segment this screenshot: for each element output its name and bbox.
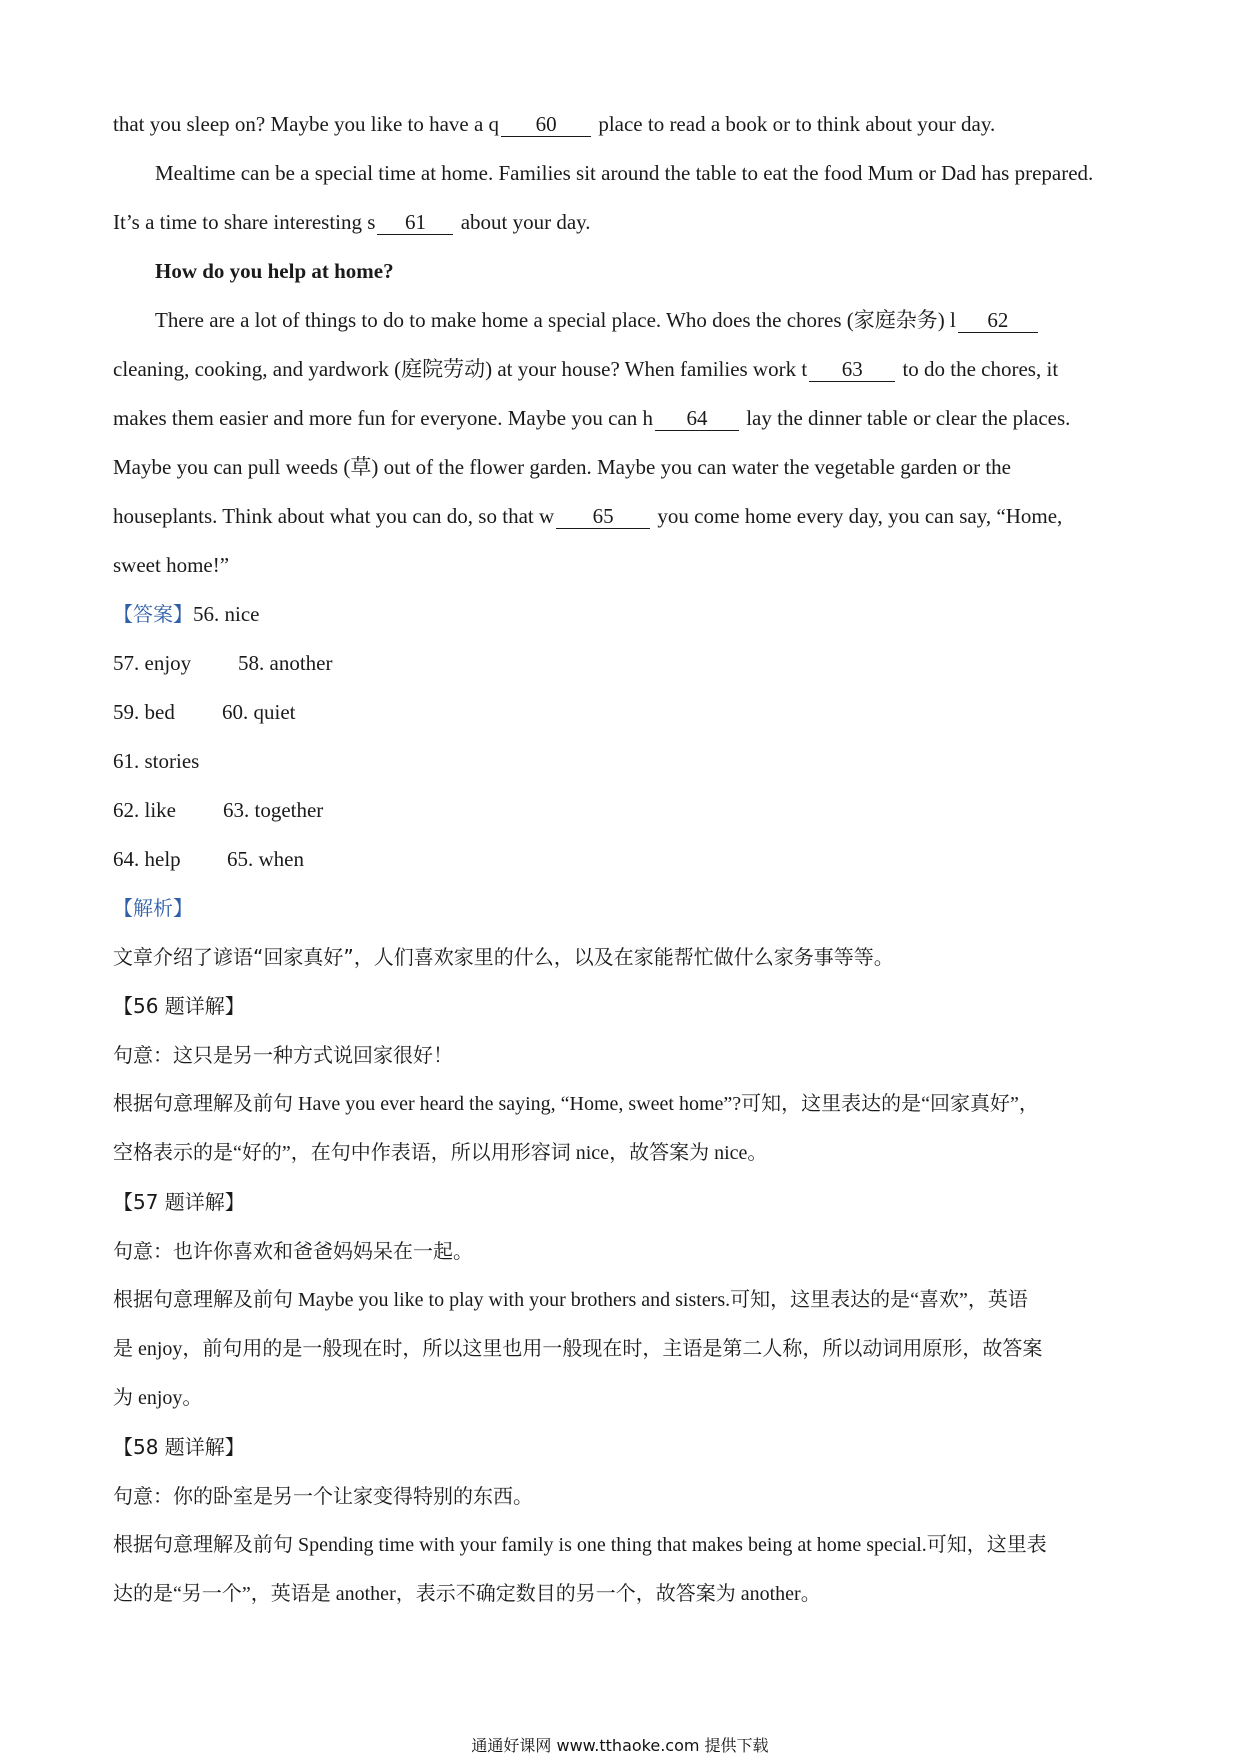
passage-text: lay the dinner table or clear the places. <box>746 406 1071 430</box>
passage-text: sweet home!” <box>113 553 230 577</box>
analysis-text: 空格表示的是“好的”，在句中作表语，所以用形容词 nice，故答案为 nice。 <box>113 1142 768 1164</box>
blank-64: 64 <box>655 406 739 431</box>
passage-text: makes them easier and more fun for everyone. Maybe you can h <box>113 406 653 430</box>
answer-line <box>113 688 1133 737</box>
heading-text: How do you help at home? <box>155 259 394 283</box>
passage-text: that you sleep on? Maybe you like to have a q <box>113 112 500 136</box>
analysis-text: 根据句意理解及前句 Maybe you like to play with your brothers and sisters.可知，这里表达的是“喜欢”，英语 <box>113 1289 1028 1311</box>
answer-line <box>113 590 1133 639</box>
passage-text: about your day. <box>460 210 591 234</box>
question-title: 【57 题详解】 <box>113 1190 245 1214</box>
passage-line <box>113 492 1133 541</box>
analysis-label: 【解析】 <box>113 896 193 920</box>
document-page <box>113 100 1133 1619</box>
passage-text: to do the chores, it <box>902 357 1059 381</box>
answer-item: 58. another <box>238 651 333 675</box>
passage-text: It’s a time to share interesting s <box>113 210 376 234</box>
analysis-line <box>113 1276 1133 1325</box>
analysis-text: 句意：这只是另一种方式说回家很好！ <box>113 1043 453 1067</box>
answer-item: 59. bed <box>113 700 175 724</box>
answer-item: 65. when <box>227 847 304 871</box>
analysis-text: 是 enjoy，前句用的是一般现在时，所以这里也用一般现在时，主语是第二人称，所以动词用原形，故答案 <box>113 1338 1043 1360</box>
analysis-text: 根据句意理解及前句 Have you ever heard the saying, “Home, sweet home”?可知，这里表达的是“回家真好”， <box>113 1093 1039 1115</box>
passage-text: place to read a book or to think about your day. <box>598 112 996 136</box>
analysis-line <box>113 1472 1133 1521</box>
analysis-text: 文章介绍了谚语“回家真好”，人们喜欢家里的什么，以及在家能帮忙做什么家务事等等。 <box>113 945 894 969</box>
passage-line <box>113 541 1133 590</box>
analysis-line <box>113 1031 1133 1080</box>
analysis-text: 根据句意理解及前句 Spending time with your family is one thing that makes being at home special.可知，这里表 <box>113 1534 1047 1556</box>
answer-item: 64. help <box>113 847 181 871</box>
passage-text: Mealtime can be a special time at home. Families sit around the table to eat the food Mum or Dad has prepared. <box>155 161 1094 185</box>
analysis-text: 达的是“另一个”，英语是 another，表示不确定数目的另一个，故答案为 another。 <box>113 1583 821 1605</box>
answer-item: 60. quiet <box>222 700 296 724</box>
analysis-summary <box>113 933 1133 982</box>
passage-text: cleaning, cooking, and yardwork (庭院劳动) at your house? When families work t <box>113 357 808 381</box>
analysis-line <box>113 1570 1133 1619</box>
analysis-line <box>113 1080 1133 1129</box>
answer-label: 【答案】 <box>113 602 193 626</box>
question-title: 【58 题详解】 <box>113 1435 245 1459</box>
answer-item: 56. nice <box>193 602 260 626</box>
answer-line <box>113 737 1133 786</box>
footer-text: 通通好课网 www.tthaoke.com 提供下载 <box>471 1736 769 1755</box>
passage-text: you come home every day, you can say, “Home, <box>657 504 1063 528</box>
answer-item: 61. stories <box>113 749 200 773</box>
question-title-57 <box>113 1178 1133 1227</box>
passage-line <box>113 345 1133 394</box>
blank-61: 61 <box>377 210 453 235</box>
passage-line <box>113 394 1133 443</box>
answer-item: 62. like <box>113 798 176 822</box>
question-title: 【56 题详解】 <box>113 994 245 1018</box>
passage-line <box>113 100 1133 149</box>
blank-63: 63 <box>809 357 895 382</box>
passage-line <box>113 198 1133 247</box>
question-title-58 <box>113 1423 1133 1472</box>
answer-item: 63. together <box>223 798 324 822</box>
answer-line <box>113 639 1133 688</box>
page-footer <box>0 1733 1240 1756</box>
analysis-line <box>113 1227 1133 1276</box>
blank-62: 62 <box>958 308 1038 333</box>
passage-text: Maybe you can pull weeds (草) out of the flower garden. Maybe you can water the vegetable garden or the <box>113 455 1011 479</box>
analysis-text: 为 enjoy。 <box>113 1387 203 1409</box>
blank-60: 60 <box>501 112 591 137</box>
answer-line <box>113 835 1133 884</box>
passage-text: houseplants. Think about what you can do, so that w <box>113 504 555 528</box>
analysis-line <box>113 1129 1133 1178</box>
answer-line <box>113 786 1133 835</box>
analysis-line <box>113 1325 1133 1374</box>
passage-text: There are a lot of things to do to make home a special place. Who does the chores (家庭杂务) l <box>155 308 956 332</box>
passage-line <box>113 443 1133 492</box>
question-title-56 <box>113 982 1133 1031</box>
analysis-line <box>113 1374 1133 1423</box>
passage-line <box>113 296 1133 345</box>
blank-65: 65 <box>556 504 650 529</box>
section-heading <box>113 247 1133 296</box>
answer-item: 57. enjoy <box>113 651 192 675</box>
analysis-text: 句意：也许你喜欢和爸爸妈妈呆在一起。 <box>113 1239 473 1263</box>
analysis-line <box>113 1521 1133 1570</box>
analysis-line <box>113 884 1133 933</box>
passage-line <box>113 149 1133 198</box>
analysis-text: 句意：你的卧室是另一个让家变得特别的东西。 <box>113 1484 533 1508</box>
